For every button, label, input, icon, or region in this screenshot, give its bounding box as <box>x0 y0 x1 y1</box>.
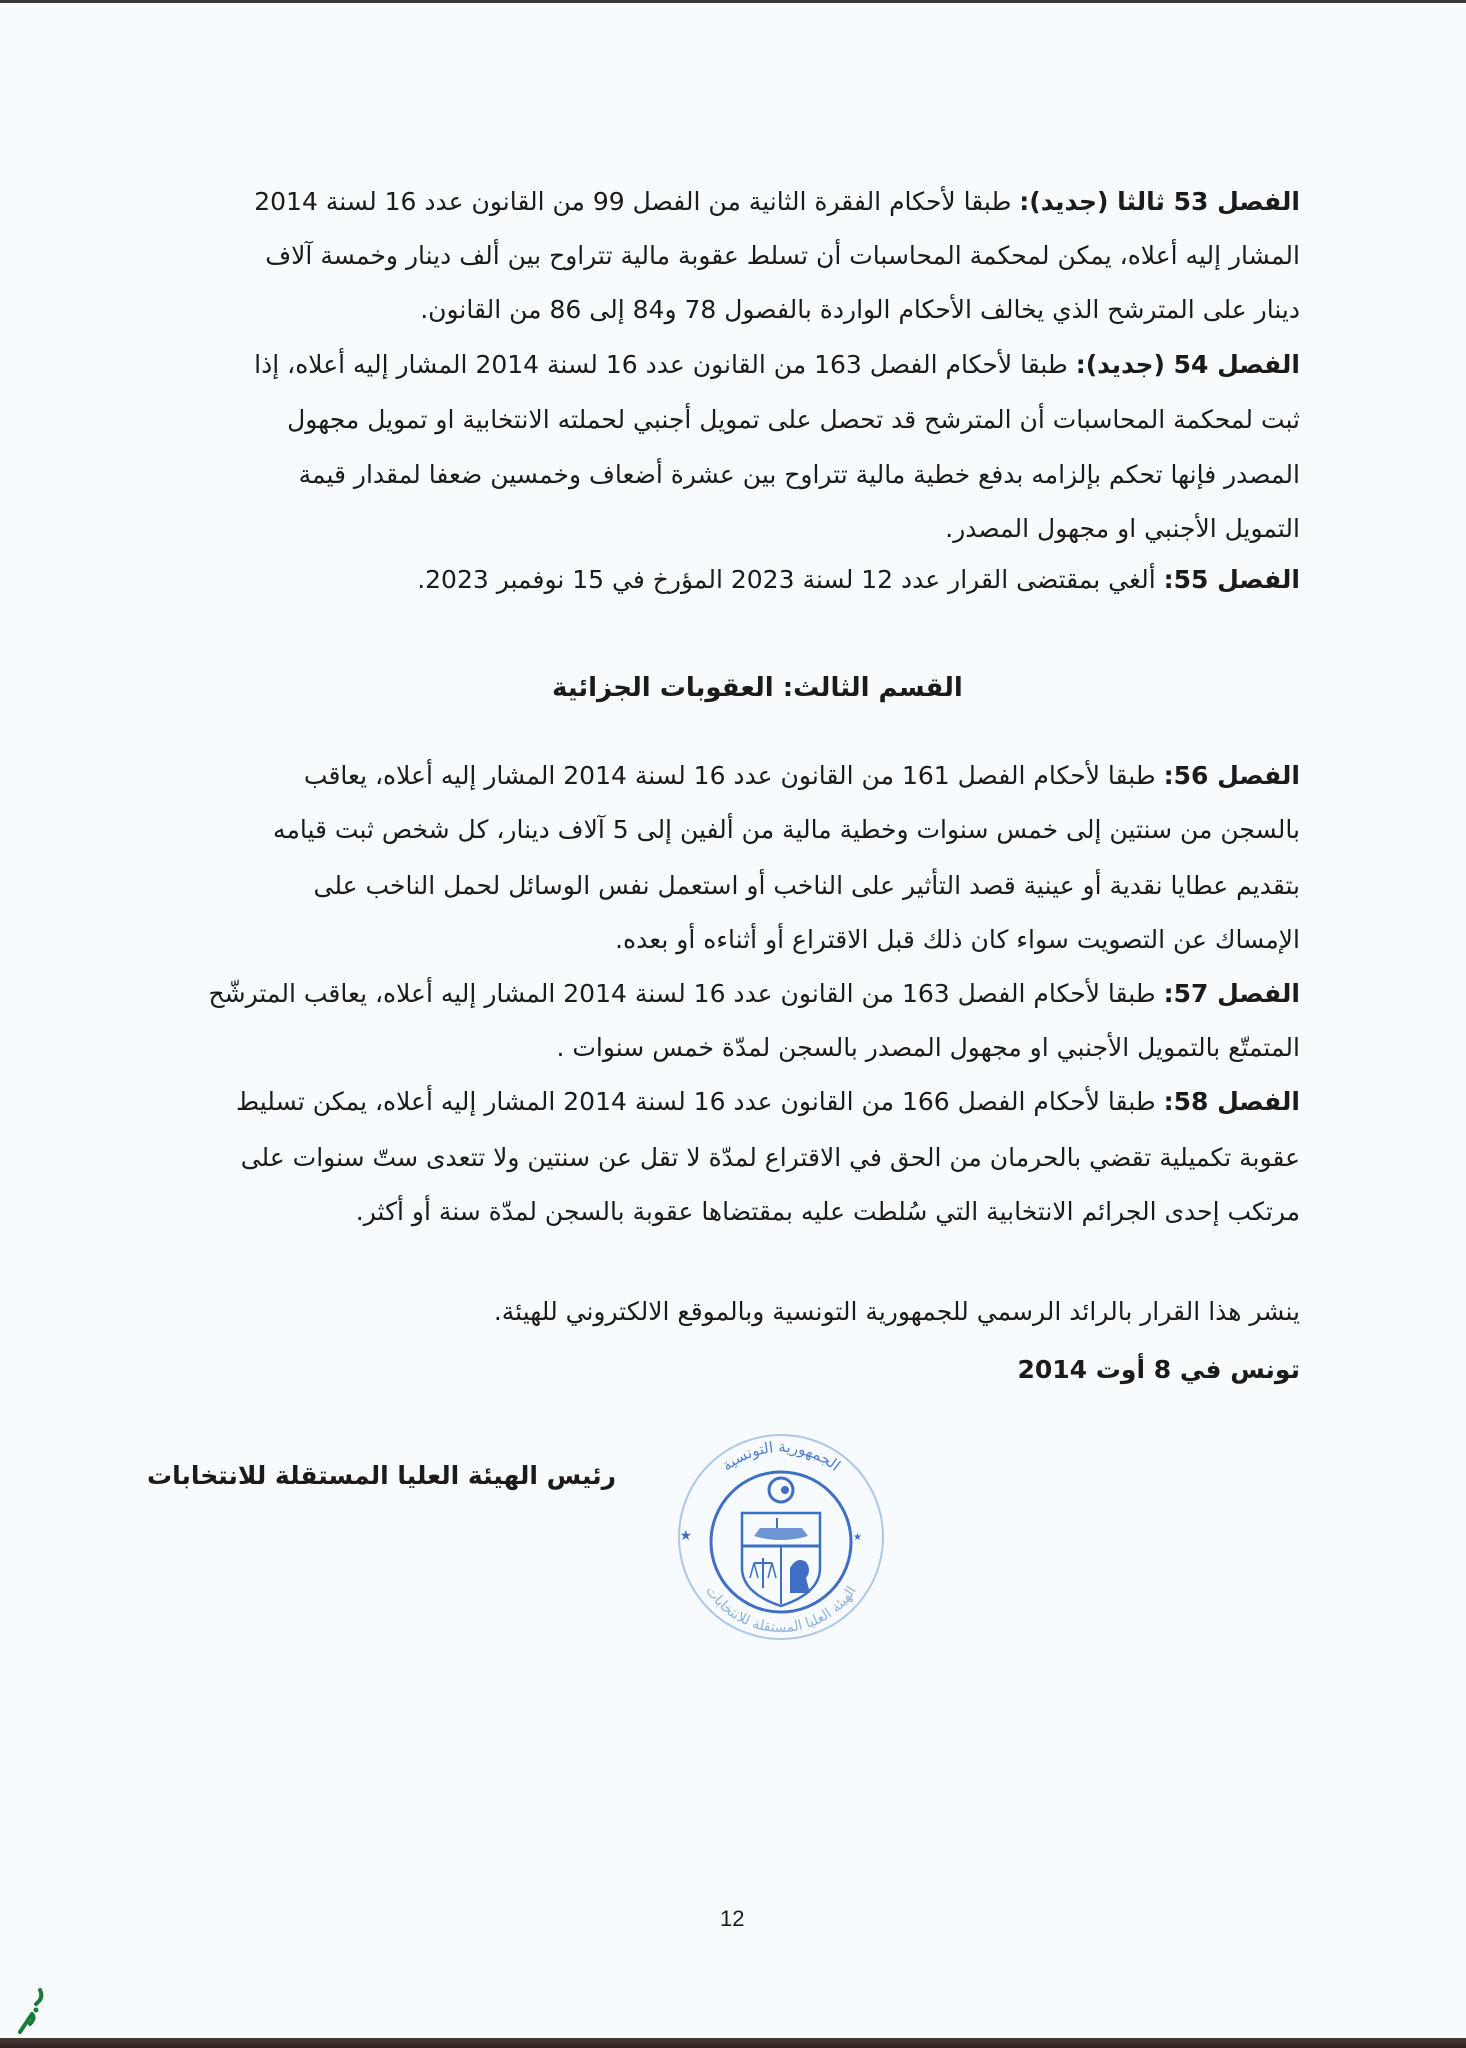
article-58-line-3: مرتكب إحدى الجرائم الانتخابية التي سُلطت عليه بمقتضاها عقوبة بالسجن لمدّة سنة أو أكثر. <box>355 1197 1300 1226</box>
svg-text:★: ★ <box>679 1528 692 1544</box>
article-56-line-4: الإمساك عن التصويت سواء كان ذلك قبل الاقتراع أو أثناءه أو بعده. <box>615 925 1300 954</box>
place-and-date: تونس في 8 أوت 2014 <box>1017 1355 1300 1384</box>
signatory-title: رئيس الهيئة العليا المستقلة للانتخابات <box>146 1461 616 1490</box>
section-heading: القسم الثالث: العقوبات الجزائية <box>552 673 963 703</box>
publication-note: ينشر هذا القرار بالرائد الرسمي للجمهورية التونسية وبالموقع الالكتروني للهيئة. <box>493 1297 1300 1326</box>
article-53-line-1: الفصل 53 ثالثا (جديد): طبقا لأحكام الفقرة الثانية من الفصل 99 من القانون عدد 16 لسنة 2014 <box>254 187 1300 216</box>
handwritten-initials-icon <box>14 1988 54 2036</box>
article-56-label: الفصل 56: <box>1163 761 1300 790</box>
svg-text:★: ★ <box>853 1532 862 1543</box>
article-54-line-4: التمويل الأجنبي او مجهول المصدر. <box>945 514 1300 543</box>
article-58-line-2: عقوبة تكميلية تقضي بالحرمان من الحق في الاقتراع لمدّة لا تقل عن سنتين ولا تتعدى ستّ سنوات على <box>240 1143 1300 1172</box>
article-56-line-2: بالسجن من سنتين إلى خمس سنوات وخطية مالية من ألفين إلى 5 آلاف دينار، كل شخص ثبت قيامه <box>273 815 1300 844</box>
article-58-line-1: الفصل 58: طبقا لأحكام الفصل 166 من القانون عدد 16 لسنة 2014 المشار إليه أعلاه، يمكن تسليط <box>236 1087 1300 1116</box>
article-58-label: الفصل 58: <box>1163 1087 1300 1116</box>
scan-bottom-edge <box>0 2038 1466 2048</box>
scan-top-edge <box>0 0 1466 3</box>
official-stamp-icon <box>672 1428 890 1646</box>
article-56-line-1: الفصل 56: طبقا لأحكام الفصل 161 من القانون عدد 16 لسنة 2014 المشار إليه أعلاه، يعاقب <box>303 761 1300 790</box>
article-54-label: الفصل 54 (جديد): <box>1075 350 1300 379</box>
article-53-label: الفصل 53 ثالثا (جديد): <box>1019 187 1300 216</box>
article-56-line-3: بتقديم عطايا نقدية أو عينية قصد التأثير على الناخب أو استعمل نفس الوسائل لحمل الناخب على <box>313 871 1300 900</box>
article-54-line-2: ثبت لمحكمة المحاسبات أن المترشح قد تحصل على تمويل أجنبي لحملته الانتخابية او تمويل مجهول <box>287 405 1300 434</box>
svg-text:الجمهورية التونسية: الجمهورية التونسية <box>718 1437 844 1475</box>
article-55-line-1: الفصل 55: ألغي بمقتضى القرار عدد 12 لسنة 2023 المؤرخ في 15 نوفمبر 2023. <box>417 565 1300 594</box>
article-53-line-3: دينار على المترشح الذي يخالف الأحكام الواردة بالفصول 78 و84 إلى 86 من القانون. <box>420 295 1300 324</box>
article-55-label: الفصل 55: <box>1163 565 1300 594</box>
article-57-line-2: المتمتّع بالتمويل الأجنبي او مجهول المصدر بالسجن لمدّة خمس سنوات . <box>556 1033 1300 1062</box>
page-number: 12 <box>720 1906 745 1931</box>
article-54-line-1: الفصل 54 (جديد): طبقا لأحكام الفصل 163 من القانون عدد 16 لسنة 2014 المشار إليه أعلاه، إذا <box>254 350 1300 379</box>
article-53-line-2: المشار إليه أعلاه، يمكن لمحكمة المحاسبات أن تسلط عقوبة مالية تتراوح بين ألف دينار وخمسة آلاف <box>265 241 1300 270</box>
article-57-line-1: الفصل 57: طبقا لأحكام الفصل 163 من القانون عدد 16 لسنة 2014 المشار إليه أعلاه، يعاقب المترشّح <box>208 979 1300 1008</box>
svg-text:الهيئة العليا المستقلة للانتخا: الهيئة العليا المستقلة للانتخابات <box>702 1583 860 1637</box>
article-54-line-3: المصدر فإنها تحكم بإلزامه بدفع خطية مالية تتراوح بين عشرة أضعاف وخمسين ضعفا لمقدار قيمة <box>298 460 1300 489</box>
article-57-label: الفصل 57: <box>1163 979 1300 1008</box>
